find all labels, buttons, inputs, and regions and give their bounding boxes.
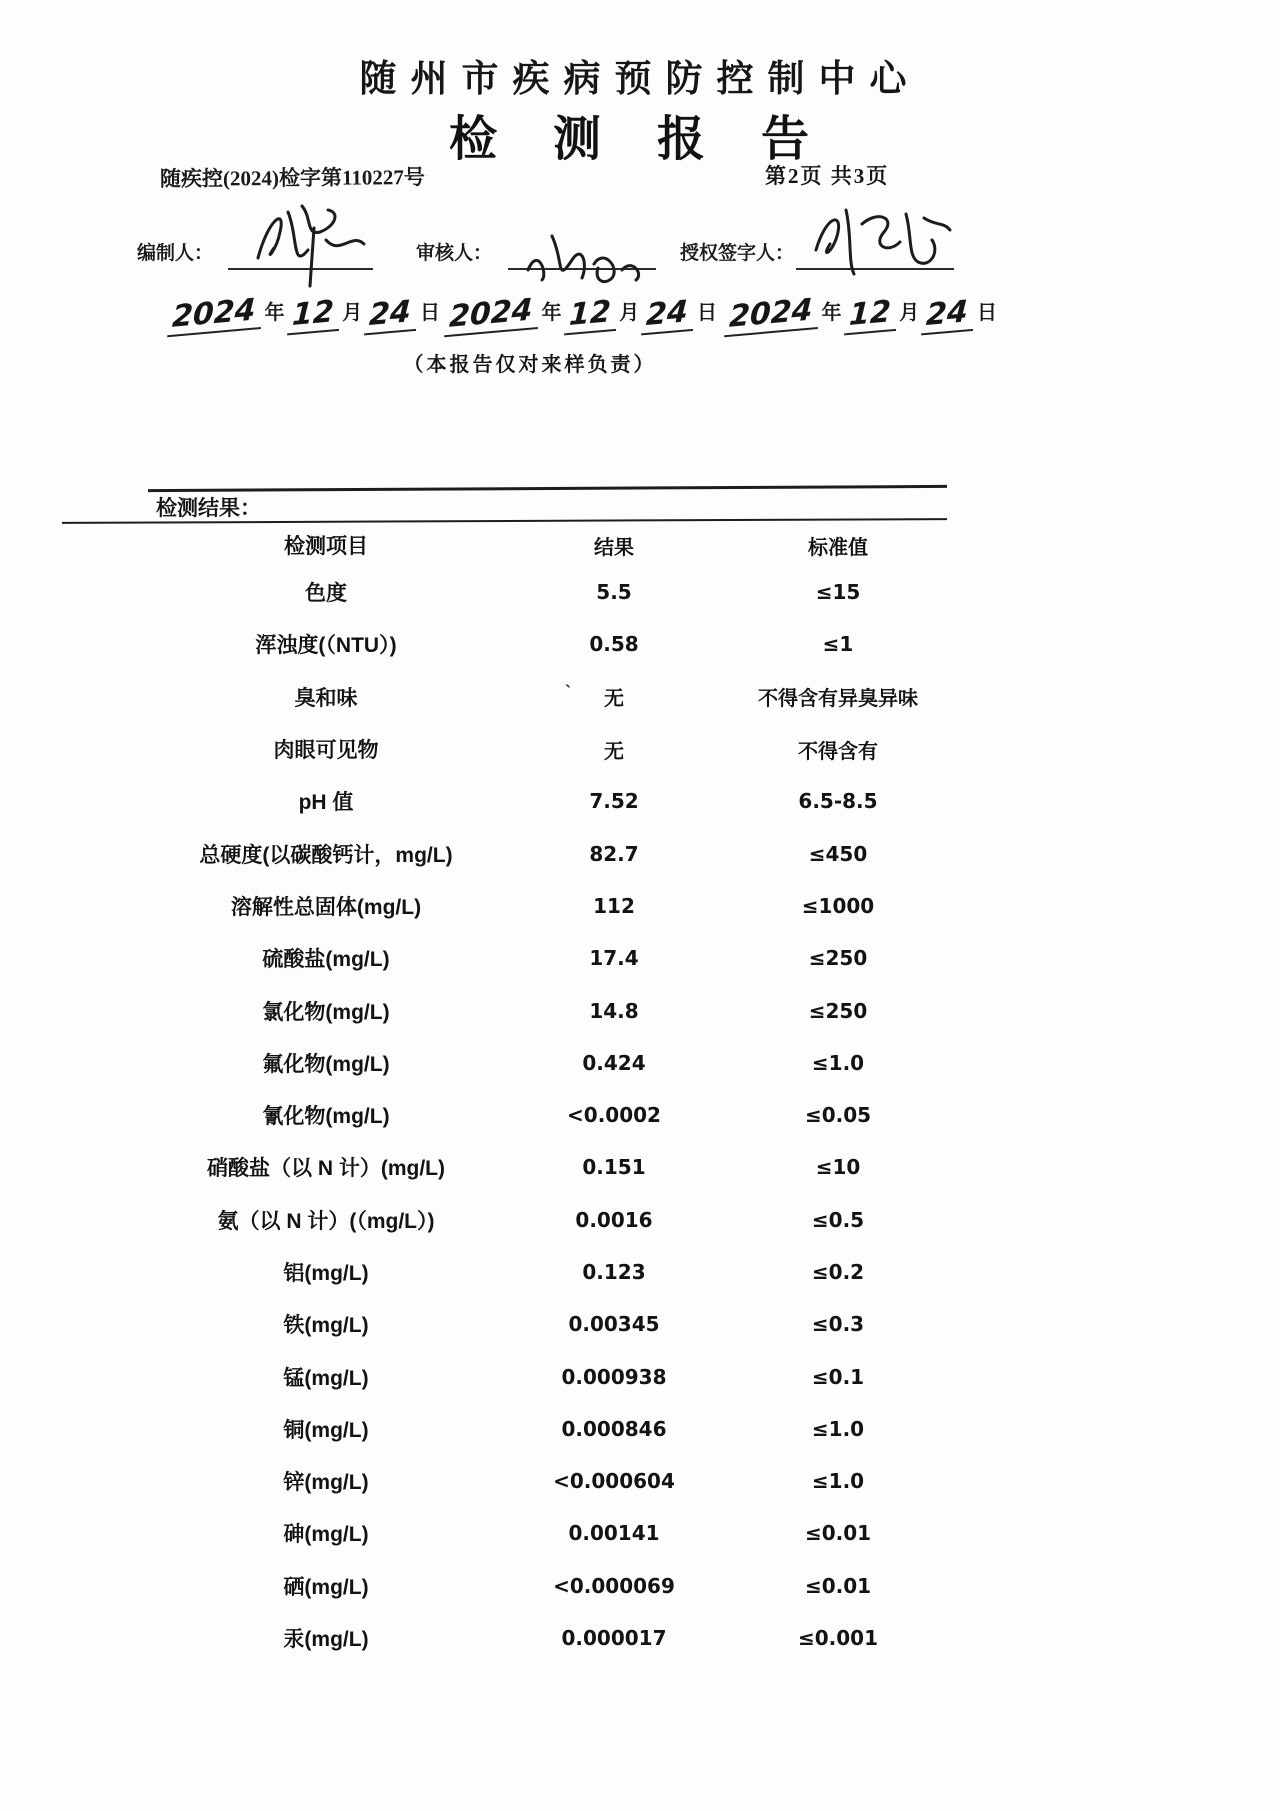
table-row: [150, 932, 950, 984]
cell-result: <0.000069: [553, 1573, 675, 1598]
cell-standard: ≤0.2: [811, 1260, 865, 1284]
reviewer-date-month: 12: [564, 295, 617, 336]
cell-standard: 不得含有异臭异味: [758, 686, 918, 711]
cell-standard: ≤10: [815, 1155, 861, 1180]
cell-item: 氟化物(mg/L): [262, 1052, 390, 1076]
preparer-date-year: 2024: [167, 293, 262, 337]
preparer-date-day: 24: [364, 295, 417, 336]
cell-result: 82.7: [589, 841, 639, 866]
table-row: [150, 618, 950, 670]
cell-standard: ≤0.1: [811, 1364, 865, 1389]
table-row: [150, 1507, 950, 1559]
cell-standard: ≤0.05: [804, 1103, 872, 1128]
cell-result: 0.424: [582, 1050, 646, 1075]
authorizer-signature-scribble: [806, 200, 956, 285]
cell-item: 锰(mg/L): [283, 1366, 369, 1390]
cell-item: 砷(mg/L): [283, 1523, 369, 1547]
table-row: [150, 1612, 950, 1664]
year-char: 年: [264, 302, 285, 324]
cell-standard: ≤0.3: [811, 1312, 865, 1337]
table-row: [150, 827, 950, 879]
cell-standard: ≤15: [815, 580, 861, 605]
authorizer-date-day: 24: [921, 295, 974, 336]
cell-item: 硒(mg/L): [283, 1575, 369, 1599]
cell-item: 氰化物(mg/L): [262, 1105, 390, 1129]
cell-result: 14.8: [589, 998, 639, 1023]
preparer-date-month: 12: [287, 295, 340, 336]
cell-item: 氨（以 N 计）(（mg/L）): [217, 1209, 435, 1233]
cell-result: 0.151: [582, 1155, 646, 1180]
cell-result: 0.000938: [561, 1364, 667, 1389]
authorizer-label: 授权签字人：: [680, 243, 795, 264]
year-char: 年: [541, 302, 562, 324]
disclaimer-note: （本报告仅对来样负责）: [403, 354, 657, 376]
cell-result: 17.4: [589, 946, 639, 971]
table-row: [150, 1298, 950, 1350]
cell-item: 总硬度(以碳酸钙计，mg/L): [199, 843, 453, 867]
cell-standard: ≤450: [808, 841, 868, 866]
cell-item: 色度: [305, 582, 347, 606]
table-row: [150, 1089, 950, 1141]
cell-standard: ≤0.5: [811, 1207, 865, 1232]
table-row: [150, 775, 950, 827]
table-row: [150, 984, 950, 1036]
cell-standard: ≤1.0: [811, 1416, 865, 1441]
month-char: 月: [619, 302, 640, 324]
scan-artifact-mark: `: [565, 682, 571, 702]
organization-title: 随州市疾病预防控制中心: [359, 59, 921, 100]
cell-item: 臭和味: [294, 686, 358, 710]
month-char: 月: [342, 302, 363, 324]
table-row: [150, 880, 950, 932]
results-table-body: [150, 566, 950, 1664]
cell-standard: ≤0.01: [804, 1521, 872, 1546]
cell-item: 铜(mg/L): [283, 1418, 369, 1442]
reviewer-date-day: 24: [641, 295, 694, 336]
cell-result: <0.000604: [553, 1469, 675, 1494]
cell-result: 0.000846: [561, 1416, 667, 1441]
reviewer-signature-scribble: [520, 218, 660, 288]
cell-item: 铁(mg/L): [283, 1314, 369, 1338]
table-row: [150, 566, 950, 618]
month-char: 月: [899, 302, 920, 324]
cell-item: 锌(mg/L): [283, 1471, 369, 1495]
table-row: [150, 1403, 950, 1455]
table-row: [150, 671, 950, 723]
cell-standard: 6.5-8.5: [798, 789, 878, 814]
results-table: [150, 524, 950, 1664]
cell-item: 氯化物(mg/L): [262, 1000, 390, 1024]
table-row: [150, 1350, 950, 1402]
cell-result: 0.0016: [575, 1207, 653, 1232]
header-standard: 标准值: [808, 534, 868, 559]
page-indicator: 第2页 共3页: [765, 164, 890, 188]
authorizer-date-year: 2024: [724, 293, 819, 337]
results-section-label: 检测结果：: [156, 497, 261, 520]
day-char: 日: [420, 302, 440, 324]
authorizer-date: [725, 292, 1000, 335]
day-char: 日: [697, 302, 717, 324]
cell-result: 0.000017: [561, 1626, 667, 1651]
cell-standard: ≤1000: [801, 893, 875, 918]
cell-result: 0.00345: [568, 1312, 660, 1337]
cell-result: 112: [593, 893, 635, 918]
day-char: 日: [977, 302, 997, 324]
cell-result: 7.52: [589, 789, 639, 814]
divider-top: [148, 485, 947, 492]
year-char: 年: [821, 302, 842, 324]
cell-item: 汞(mg/L): [283, 1628, 369, 1652]
cell-standard: ≤250: [808, 946, 868, 971]
report-number: 随疾控(2024)检字第110227号: [159, 165, 425, 191]
authorizer-date-month: 12: [844, 295, 897, 336]
table-row: [150, 1037, 950, 1089]
cell-item: 硫酸盐(mg/L): [262, 948, 390, 972]
cell-result: 无: [604, 686, 624, 711]
table-header-row: [150, 524, 950, 566]
cell-result: 0.58: [589, 632, 639, 657]
reviewer-label: 审核人：: [416, 243, 493, 264]
reviewer-date-year: 2024: [444, 293, 539, 337]
cell-item: 铝(mg/L): [283, 1262, 369, 1285]
cell-standard: 不得含有: [798, 738, 878, 763]
cell-standard: ≤1.0: [811, 1050, 865, 1075]
cell-standard: ≤250: [808, 998, 868, 1023]
cell-item: 溶解性总固体(mg/L): [230, 895, 422, 919]
cell-item: 硝酸盐（以 N 计）(mg/L): [207, 1157, 445, 1181]
header-item: 检测项目: [284, 535, 368, 558]
cell-result: 5.5: [596, 580, 632, 605]
reviewer-date: [445, 292, 720, 335]
cell-standard: ≤1.0: [811, 1469, 865, 1494]
preparer-label: 编制人：: [137, 243, 214, 264]
cell-item: 浑浊度(（NTU）): [255, 634, 397, 658]
cell-result: 0.00141: [568, 1521, 660, 1546]
cell-result: 0.123: [582, 1260, 646, 1284]
cell-standard: ≤0.001: [797, 1626, 879, 1651]
cell-result: 无: [604, 738, 624, 763]
report-title: 检 测 报 告: [448, 113, 831, 166]
cell-item: 肉眼可见物: [273, 739, 379, 763]
header-result: 结果: [594, 534, 634, 559]
cell-item: pH 值: [298, 791, 354, 815]
table-row: [150, 1455, 950, 1507]
preparer-signature-scribble: [240, 198, 380, 288]
cell-standard: ≤1: [822, 632, 854, 657]
table-row: [150, 723, 950, 775]
table-row: [150, 1560, 950, 1612]
cell-standard: ≤0.01: [804, 1573, 872, 1598]
preparer-date: [168, 292, 443, 335]
cell-result: <0.0002: [567, 1103, 661, 1128]
table-row: [150, 1194, 950, 1246]
table-row: [150, 1246, 950, 1298]
table-row: [150, 1141, 950, 1193]
